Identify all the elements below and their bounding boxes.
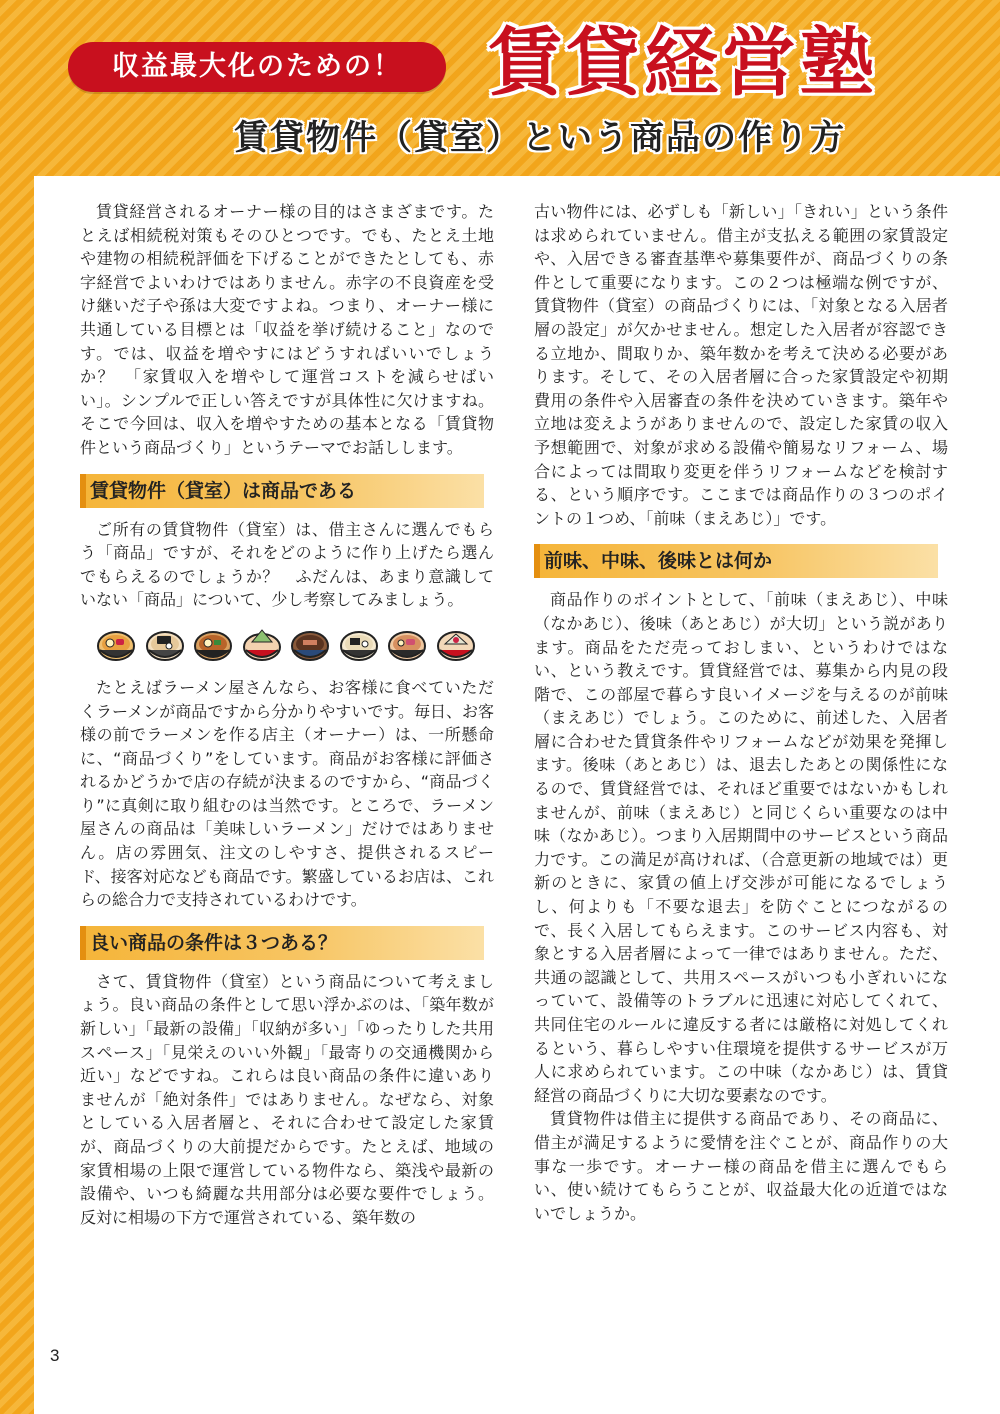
- ramen-bowl-icon: [387, 626, 427, 666]
- left-column: [80, 200, 494, 1229]
- paragraph: たとえばラーメン屋さんなら、お客様に食べていただくラーメンが商品ですから分かりやすいです。毎日、お客様の前でラーメンを作る店主（オーナー）は、一所懸命に、“商品づくり”をしています。商品がお客様に評価されるかどうかで店の存続が決まるのですから、“商品づくり”に真剣に取り組むのは当然です。ところで、ラーメン屋さんの商品は「美味しいラーメン」だけではありません。店の雰囲気、注文のしやすさ、提供されるスピード、接客対応なども商品です。繁盛しているお店は、これらの総合力で支持されているわけです。: [80, 677, 494, 910]
- paragraph-continued: 古い物件には、必ずしも「新しい」「きれい」という条件は求められていません。借主が支払える範囲の家賃設定や、入居できる審査基準や募集要件が、商品づくりの条件として重要になります。この２つは極端な例ですが、賃貸物件（貸室）の商品づくりには、「対象となる入居者層の設定」が欠かせません。想定した入居者が容認できる立地か、間取りか、築年数かを考えて決める必要があります。そして、その入居者層に合った家賃設定や初期費用の条件や入居審査の条件を決めていきます。築年や立地は変えようがありませんので、設定した家賃の収入予想範囲で、対象が求める設備や簡易なリフォーム、場合によっては間取り変更を伴うリフォームなどを検討する、という順序です。ここまでは商品作りの３つのポイントの１つめ、「前味（まえあじ）」です。: [534, 202, 948, 528]
- ramen-bowl-icon: [436, 626, 476, 666]
- header: [0, 0, 1000, 176]
- paragraph: ご所有の賃貸物件（貸室）は、借主さんに選んでもらう「商品」ですが、それをどのように作り上げたら選んでもらえるのでしょうか？ ふだんは、あまり意識していない「商品」について、少し考察してみましょう。: [80, 519, 494, 610]
- article-body: [34, 176, 1000, 1414]
- section-heading: 前味、中味、後味とは何か: [534, 544, 938, 578]
- header-tagline: 収益最大化のための！: [68, 42, 446, 92]
- page-subtitle: 賃貸物件（貸室）という商品の作り方: [234, 118, 846, 158]
- ramen-bowl-icon: [96, 626, 136, 666]
- section-heading: 賃貸物件（貸室）は商品である: [80, 474, 484, 508]
- page-title: 賃貸経営塾: [488, 20, 878, 106]
- ramen-bowl-icon: [242, 626, 282, 666]
- right-column: [534, 200, 948, 1225]
- ramen-bowl-icon: [145, 626, 185, 666]
- page-number: 3: [50, 1346, 60, 1365]
- ramen-bowl-icon: [290, 626, 330, 666]
- intro-paragraph: 賃貸経営されるオーナー様の目的はさまざまです。たとえば相続税対策もそのひとつです。でも、たとえ土地や建物の相続税評価を下げることができたとしても、赤字経営でよいわけではありません。赤字の不良資産を受け継いだ子や孫は大変ですよね。つまり、オーナー様に共通している目標とは「収益を挙げ続けること」なのです。では、収益を増やすにはどうすればいいでしょうか？ 「家賃収入を増やして運営コストを減らせばいい」。シンプルで正しい答えですが具体性に欠けますね。そこで今回は、収入を増やすための基本となる「賃貸物件という商品づくり」というテーマでお話しします。: [80, 202, 494, 457]
- section-heading: 良い商品の条件は３つある？: [80, 926, 484, 960]
- paragraph: 商品作りのポイントとして、「前味（まえあじ）、中味（なかあじ）、後味（あとあじ）が大切」という説があります。商品をただ売っておしまい、というわけではない、という教えです。賃貸経営では、募集から内見の段階で、この部屋で暮らす良いイメージを与えるのが前味（まえあじ）でしょう。このために、前述した、入居者層に合わせた賃貸条件やリフォームなどが効果を発揮します。後味（あとあじ）は、退去したあとの関係性になるので、賃貸経営では、それほど重要ではないかもしれませんが、前味（まえあじ）と同じくらい重要なのは中味（なかあじ）。つまり入居期間中のサービスという商品力です。この満足が高ければ、（合意更新の地域では）更新のときに、家賃の値上げ交渉が可能になるでしょうし、何よりも「不要な退去」を防ぐことにつながるので、長く入居してもらえます。このサービス内容も、対象とする入居者層によって一律ではありません。ただ、共通の認識として、共用スペースがいつも小ぎれいになっていて、設備等のトラブルに迅速に対応してくれて、共同住宅のルールに違反する者には厳格に対処してくれるという、暮らしやすい住環境を提供するサービスが万人に求められています。この中味（なかあじ）は、賃貸経営の商品づくりに大切な要素なのです。: [534, 590, 948, 1105]
- ramen-bowl-icon: [339, 626, 379, 666]
- paragraph: 賃貸物件は借主に提供する商品であり、その商品に、借主が満足するように愛情を注ぐことが、商品作りの大事な一歩です。オーナー様の商品を借主に選んでもらい、使い続けてもらうことが、収益最大化の近道ではないでしょうか。: [534, 1109, 948, 1223]
- ramen-bowl-icon: [193, 626, 233, 666]
- ramen-illustrations: [96, 626, 476, 666]
- paragraph: さて、賃貸物件（貸室）という商品について考えましょう。良い商品の条件として思い浮かぶのは、「築年数が新しい」「最新の設備」「収納が多い」「ゆったりした共用スペース」「見栄えのいい外観」「最寄りの交通機関から近い」などですね。これらは良い商品の条件に違いありませんが「絶対条件」ではありません。なぜなら、対象としている入居者層と、それに合わせて設定した家賃が、商品づくりの大前提だからです。たとえば、地域の家賃相場の上限で運営している物件なら、築浅や最新の設備や、いつも綺麗な共用部分は必要な要件でしょう。反対に相場の下方で運営されている、築年数の: [80, 971, 494, 1227]
